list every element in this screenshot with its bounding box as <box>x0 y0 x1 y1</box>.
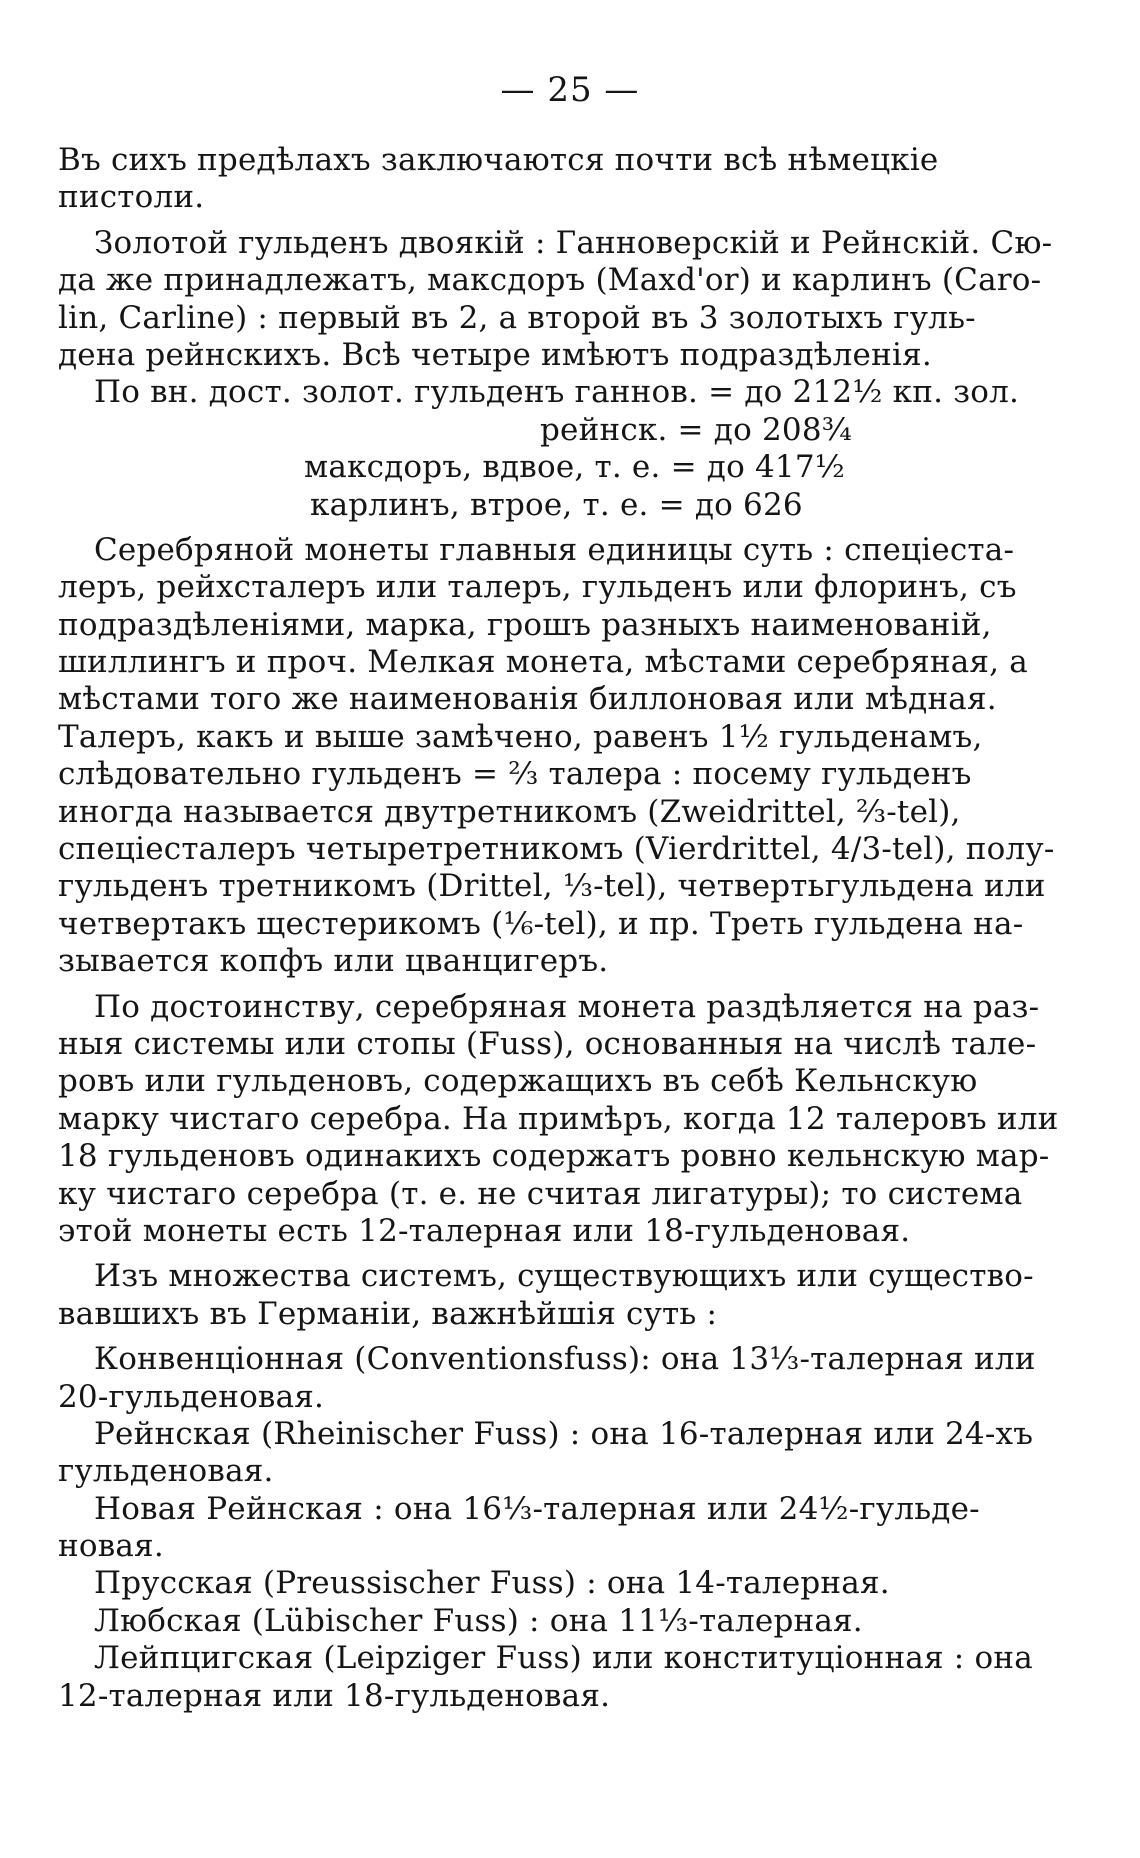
text-line: четвертакъ щестерикомъ (⅙-tel), и пр. Треть гульдена на- <box>58 905 1024 942</box>
list-item <box>58 1341 1058 1416</box>
text-line: максдоръ, вдвое, т. е. = до 417½ <box>304 449 846 486</box>
text-line: Любская (Lübischer Fuss) : она 11⅓-талерная. <box>94 1602 863 1639</box>
text-line: мѣстами того же наименованія биллоновая или мѣдная. <box>58 681 997 718</box>
paragraph <box>58 225 1058 375</box>
text-line: слѣдовательно гульденъ = ⅔ талера : посему гульденъ <box>58 756 972 793</box>
list-item <box>58 1491 1058 1566</box>
text-line: ку чистаго серебра (т. е. не считая лигатуры); то система <box>58 1175 1023 1212</box>
text-line: да же принадлежатъ, максдоръ (Maxd'or) и карлинъ (Caro- <box>58 262 1042 299</box>
text-line: Изъ множества системъ, существующихъ или существо- <box>94 1258 1034 1295</box>
text-line: 18 гульденовъ одинакихъ содержатъ ровно кельнскую мар- <box>58 1138 1050 1175</box>
text-line: ныя системы или стопы (Fuss), основанныя на числѣ тале- <box>58 1025 1037 1062</box>
text-line: марку чистаго серебра. На примѣръ, когда 12 талеровъ или <box>58 1100 1058 1137</box>
text-line: По достоинству, серебряная монета раздѣляется на раз- <box>94 988 1040 1025</box>
page-number: — 25 — <box>500 70 640 110</box>
text-line: Новая Рейнская : она 16⅓-талерная или 24½-гульде- <box>94 1490 980 1527</box>
list-item <box>58 1640 1058 1715</box>
list-item <box>58 1416 1058 1491</box>
paragraph <box>58 989 1058 1251</box>
text-line: Серебряной монеты главныя единицы суть : спеціеста- <box>94 531 1015 568</box>
text-line: Талеръ, какъ и выше замѣчено, равенъ 1½ гульденамъ, <box>58 718 983 755</box>
text-line: новая. <box>58 1528 164 1565</box>
text-line: дена рейнскихъ. Всѣ четыре имѣютъ подраздѣленія. <box>58 336 932 373</box>
text-line: карлинъ, втрое, т. е. = до 626 <box>310 486 803 523</box>
text-line: пистоли. <box>58 179 205 216</box>
text-line: 12-талерная или 18-гульденовая. <box>58 1677 611 1714</box>
text-line: Конвенціонная (Conventionsfuss): она 13⅓-талерная или <box>94 1341 1036 1378</box>
text-line: вавшихъ въ Германіи, важнѣйшія суть : <box>58 1295 718 1332</box>
text-line: ровъ или гульденовъ, содержащихъ въ себѣ Кельнскую <box>58 1063 978 1100</box>
text-line: гульденъ третникомъ (Drittel, ⅓-tel), четвертьгульдена или <box>58 868 1046 905</box>
text-line: иногда называется двутретникомъ (Zweidrittel, ⅔-tel), <box>58 793 961 830</box>
text-line: 20-гульденовая. <box>58 1378 325 1415</box>
paragraph <box>58 142 1058 217</box>
text-line: Золотой гульденъ двоякій : Ганноверскій и Рейнскій. Сю- <box>94 224 1053 261</box>
page-body <box>58 142 1058 1715</box>
text-line: По вн. дост. золот. гульденъ ганнов. = до 212½ кп. зол. <box>94 374 1020 411</box>
text-line: спеціесталеръ четыретретникомъ (Vierdrittel, 4/3-tel), полу- <box>58 831 1055 868</box>
list-item <box>58 1565 1058 1602</box>
text-line: подраздѣленіями, марка, грошъ разныхъ наименованій, <box>58 606 992 643</box>
text-line: гульденовая. <box>58 1453 274 1490</box>
text-line: lin, Carline) : первый въ 2, а второй въ 3 золотыхъ гуль- <box>58 299 976 336</box>
text-line: Прусская (Preussischer Fuss) : она 14-талерная. <box>94 1565 890 1602</box>
text-line: Лейпцигская (Leipziger Fuss) или конституціонная : она <box>94 1640 1033 1677</box>
text-line: леръ, рейхсталеръ или талеръ, гульденъ или флоринъ, съ <box>58 569 1017 606</box>
text-line: этой монеты есть 12-талерная или 18-гульденовая. <box>58 1212 911 1249</box>
text-line: Рейнская (Rheinischer Fuss) : она 16-талерная или 24-хъ <box>94 1415 1034 1452</box>
paragraph <box>58 532 1058 981</box>
text-line: рейнск. = до 208¾ <box>540 411 853 448</box>
conversion-table <box>58 374 1058 524</box>
list-item <box>58 1603 1058 1640</box>
text-line: Въ сихъ предѣлахъ заключаются почти всѣ нѣмецкіе <box>58 142 939 178</box>
paragraph <box>58 1258 1058 1333</box>
text-line: зывается копфъ или цванцигеръ. <box>58 943 609 980</box>
text-line: шиллингъ и проч. Мелкая монета, мѣстами серебряная, а <box>58 644 1028 681</box>
